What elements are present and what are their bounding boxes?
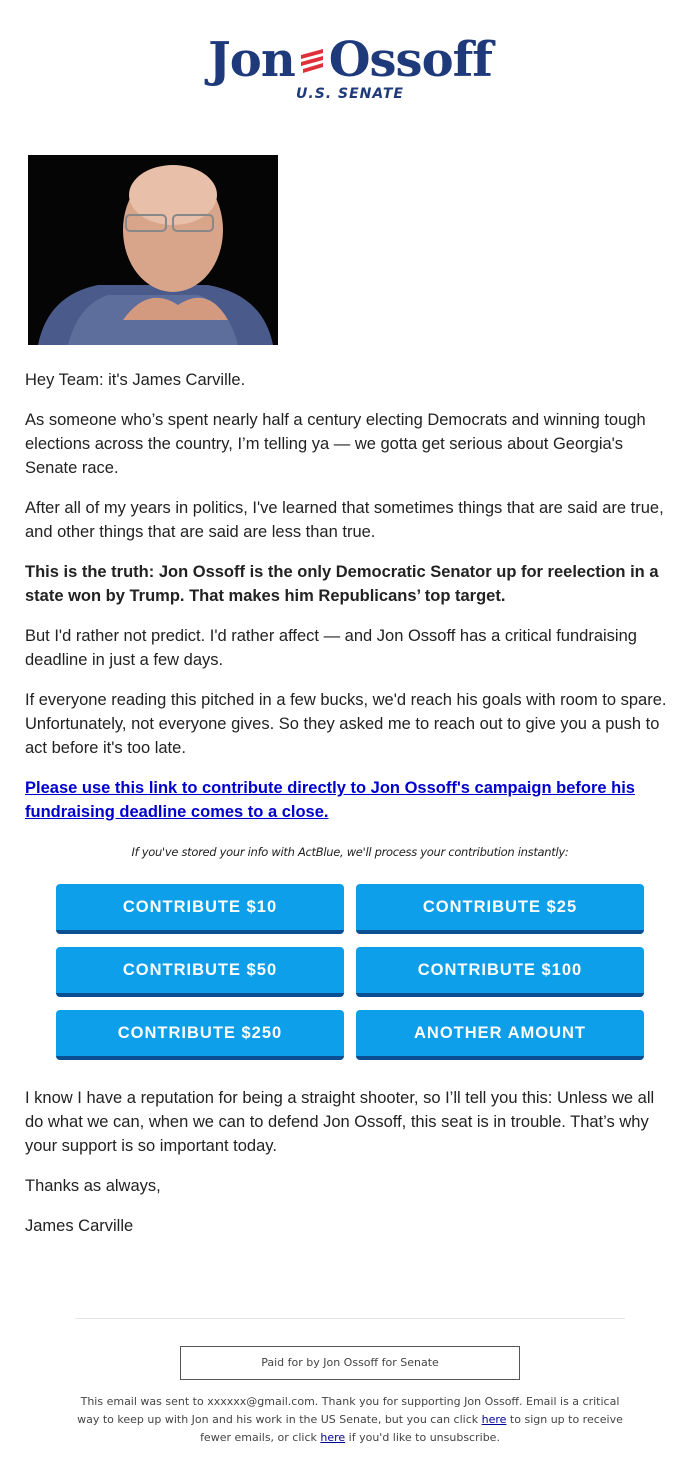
- paragraph: But I'd rather not predict. I'd rather affect — and Jon Ossoff has a critical fundraising deadline in just a few days.: [25, 627, 637, 669]
- paragraph: I know I have a reputation for being a straight shooter, so I’ll tell you this: Unless we all do what we can, when we can to defend Jon Ossoff, this seat is in trouble. That’s why your support is so important today.: [25, 1089, 655, 1155]
- unsubscribe-link[interactable]: here: [320, 1431, 346, 1444]
- paid-for-disclaimer: Paid for by Jon Ossoff for Senate: [180, 1346, 520, 1380]
- another-amount-button[interactable]: ANOTHER AMOUNT: [356, 1010, 644, 1060]
- flag-stripes-icon: [297, 45, 327, 75]
- portrait-photo: [28, 155, 278, 345]
- campaign-logo: [0, 32, 700, 102]
- fewer-emails-link[interactable]: here: [481, 1413, 507, 1426]
- actblue-note: If you've stored your info with ActBlue, we'll process your contribution instantly:: [131, 845, 569, 859]
- contribute-10-button[interactable]: CONTRIBUTE $10: [56, 884, 344, 934]
- contribute-link[interactable]: Please use this link to contribute directly to Jon Ossoff's campaign before his fundraising deadline comes to a close.: [25, 779, 635, 821]
- paragraph: As someone who’s spent nearly half a century electing Democrats and winning tough elections across the country, I’m telling ya — we gotta get serious about Georgia's Senate race.: [25, 411, 646, 477]
- logo-first-name: Jon: [208, 32, 295, 88]
- footer-text-part: This email was sent to xxxxxx@gmail.com. Thank you for supporting Jon Ossoff. Email is a critical way to keep up with Jon and his work in the US Senate, but you can click: [77, 1395, 620, 1426]
- signoff: Thanks as always,: [25, 1177, 161, 1195]
- logo-last-name: Ossoff: [328, 32, 492, 88]
- greeting: Hey Team: it's James Carville.: [25, 371, 246, 389]
- footer-divider: [75, 1318, 625, 1319]
- contribute-50-button[interactable]: CONTRIBUTE $50: [56, 947, 344, 997]
- email-body: [25, 368, 675, 1254]
- signature: James Carville: [25, 1217, 134, 1235]
- paragraph: If everyone reading this pitched in a few bucks, we'd reach his goals with room to spare. Unfortunately, not everyone gives. So they asked me to reach out to give you a push to act before it's too late.: [25, 691, 667, 757]
- bold-text: This is the truth: Jon Ossoff is the only Democratic Senator up for reelection in a state won by Trump. That makes him Republicans’ top target.: [25, 563, 659, 605]
- contribute-250-button[interactable]: CONTRIBUTE $250: [56, 1010, 344, 1060]
- paragraph-bold: [25, 560, 675, 608]
- paragraph: After all of my years in politics, I've learned that sometimes things that are said are true, and other things that are said are less than true.: [25, 499, 664, 541]
- footer-text: [70, 1393, 630, 1447]
- contribute-25-button[interactable]: CONTRIBUTE $25: [356, 884, 644, 934]
- footer-text-part: to sign up to receive fewer emails, or click: [200, 1413, 623, 1444]
- logo-subtitle: U.S. SENATE: [296, 86, 404, 102]
- contribution-buttons: [56, 884, 675, 1060]
- contribute-100-button[interactable]: CONTRIBUTE $100: [356, 947, 644, 997]
- footer-text-part: if you'd like to unsubscribe.: [345, 1431, 500, 1444]
